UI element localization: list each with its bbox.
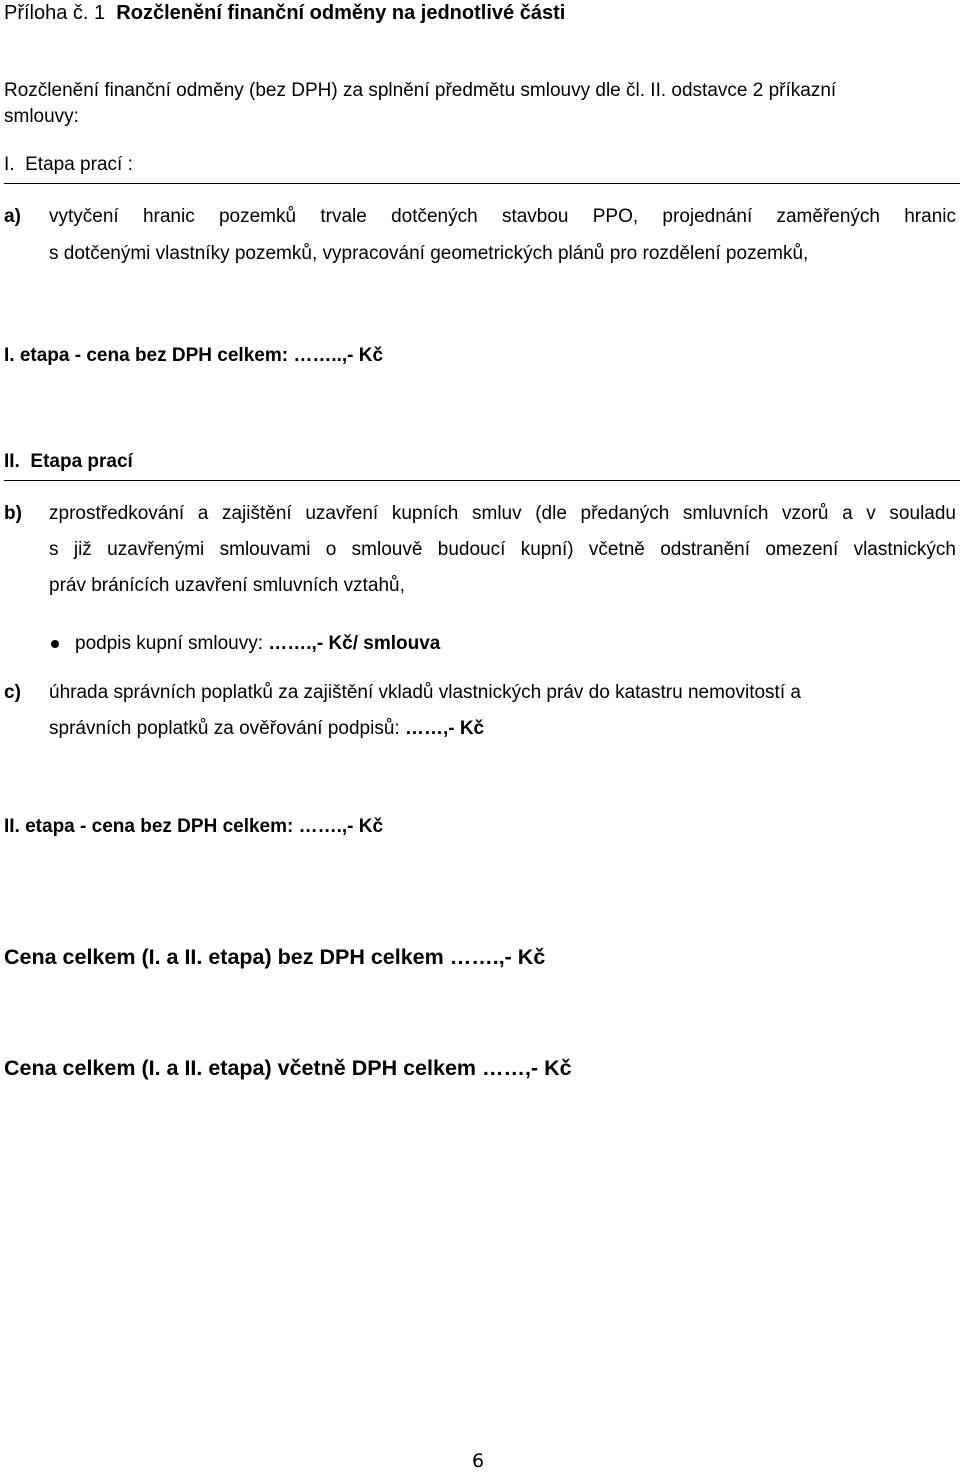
item-b-line-3: práv bránících uzavření smluvních vztahů,	[49, 575, 405, 596]
item-b-line-2: s již uzavřenými smlouvami o smlouvě budoucí kupní) včetně odstranění omezení vlastnických	[49, 539, 956, 560]
item-b-label: b)	[4, 503, 22, 524]
intro-line-2: smlouvy:	[4, 106, 79, 127]
item-c-line-1: úhrada správních poplatků za zajištění vkladů vlastnických práv do katastru nemovitostí a	[49, 682, 801, 703]
stage-2-total-value: …….,- Kč	[298, 816, 384, 837]
intro-line-1: Rozčlenění finanční odměny (bez DPH) za splnění předmětu smlouvy dle čl. II. odstavce 2 příkazní	[4, 80, 837, 101]
item-c-line-2	[49, 718, 484, 740]
total-without-vat: Cena celkem (I. a II. etapa) bez DPH celkem …….,- Kč	[4, 945, 546, 969]
bullet-value: …….,- Kč/ smlouva	[268, 633, 441, 654]
item-a-label: a)	[4, 206, 21, 227]
stage-1-total-value: ……..,- Kč	[293, 345, 384, 366]
stage-1-total	[4, 345, 383, 367]
item-c-line-2-value: ……,- Kč	[404, 718, 485, 739]
annex-number: Příloha č. 1	[4, 2, 106, 24]
stage-1-total-label: I. etapa - cena bez DPH celkem:	[4, 345, 289, 366]
item-b-line-1: zprostředkování a zajištění uzavření kupních smluv (dle předaných smluvních vzorů a v souladu	[49, 503, 956, 524]
stage-2-total-label: II. etapa - cena bez DPH celkem:	[4, 816, 294, 837]
stage-2-heading: II. Etapa prací	[4, 451, 133, 472]
bullet-label: podpis kupní smlouvy:	[75, 633, 263, 654]
item-c-line-2-label: správních poplatků za ověřování podpisů:	[49, 718, 400, 739]
bullet-dot	[51, 640, 59, 648]
total-with-vat: Cena celkem (I. a II. etapa) včetně DPH celkem ……,- Kč	[4, 1056, 572, 1080]
stage-2-divider	[4, 480, 960, 481]
stage-1-heading: I. Etapa prací :	[4, 154, 133, 175]
item-a-line-1: vytyčení hranic pozemků trvale dotčených stavbou PPO, projednání zaměřených hranic	[49, 206, 956, 227]
item-a-line-2: s dotčenými vlastníky pozemků, vypracování geometrických plánů pro rozdělení pozemků,	[49, 243, 809, 264]
stage-2-total	[4, 816, 383, 838]
page-number: 6	[472, 1450, 485, 1472]
page-title	[4, 2, 565, 25]
annex-title: Rozčlenění finanční odměny na jednotlivé části	[116, 2, 566, 24]
bullet-item-signature	[75, 633, 440, 655]
item-c-label: c)	[4, 682, 21, 703]
stage-1-divider	[4, 183, 960, 184]
